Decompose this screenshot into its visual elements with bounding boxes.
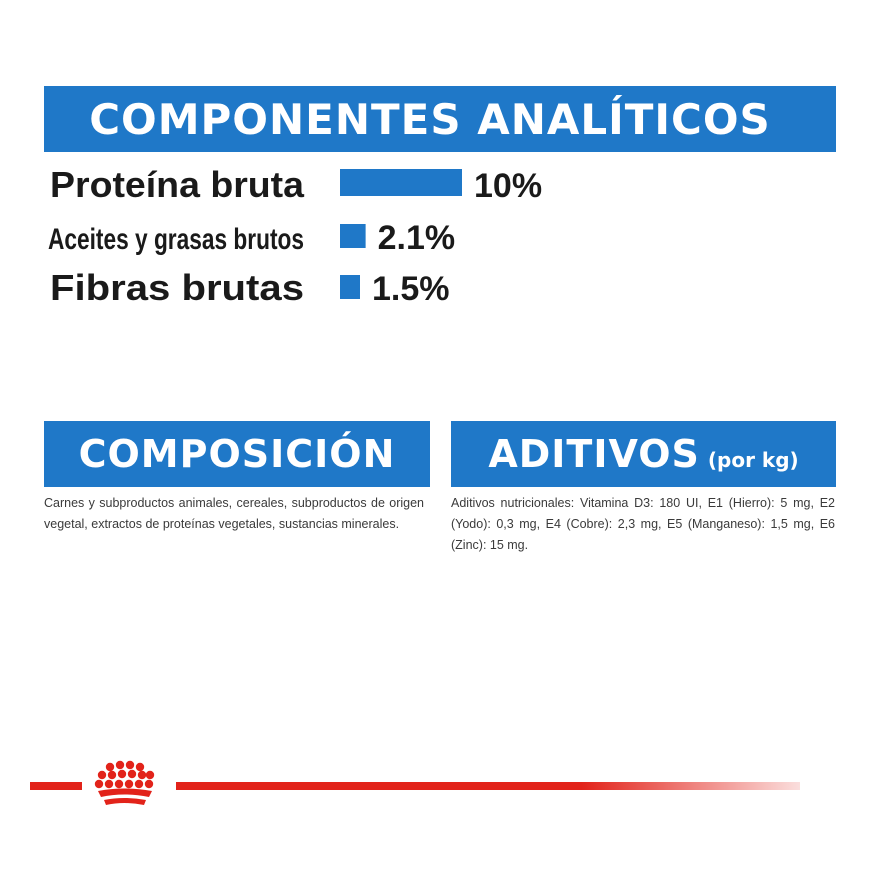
composition-banner bbox=[44, 421, 430, 487]
value-label-1: 2.1% bbox=[377, 219, 456, 257]
additives-unit: (por kg) bbox=[707, 448, 799, 472]
bar-2 bbox=[340, 275, 360, 299]
bar-1 bbox=[340, 224, 366, 248]
composition-title: COMPOSICIÓN bbox=[78, 432, 396, 476]
additives-banner bbox=[451, 421, 836, 487]
footer-red-line-right bbox=[176, 782, 800, 790]
bar-0 bbox=[340, 169, 462, 196]
category-label-1: Aceites y grasas brutos bbox=[48, 223, 304, 256]
analytical-components-chart bbox=[0, 160, 880, 330]
additives-text: Aditivos nutricionales: Vitamina D3: 180 UI, E1 (Hierro): 5 mg, E2 (Yodo): 0,3 mg, E4 (Cobre): 2,3 mg, E5 (Manganeso): 1,5 mg, E6 (Zinc): 15 mg. bbox=[451, 496, 835, 552]
value-label-0: 10% bbox=[474, 167, 543, 205]
footer-red-line-left bbox=[30, 782, 82, 790]
composition-text: Carnes y subproductos animales, cereales, subproductos de origen vegetal, extractos de proteínas vegetales, sustancias minerales. bbox=[44, 496, 424, 531]
additives-title: ADITIVOS bbox=[488, 432, 700, 476]
analytical-components-title: COMPONENTES ANALÍTICOS bbox=[89, 94, 771, 144]
royal-canin-crown-icon bbox=[86, 760, 170, 808]
value-label-2: 1.5% bbox=[372, 270, 450, 308]
analytical-components-banner bbox=[44, 86, 836, 152]
category-label-0: Proteína bruta bbox=[50, 164, 306, 205]
category-label-2: Fibras brutas bbox=[50, 267, 304, 308]
